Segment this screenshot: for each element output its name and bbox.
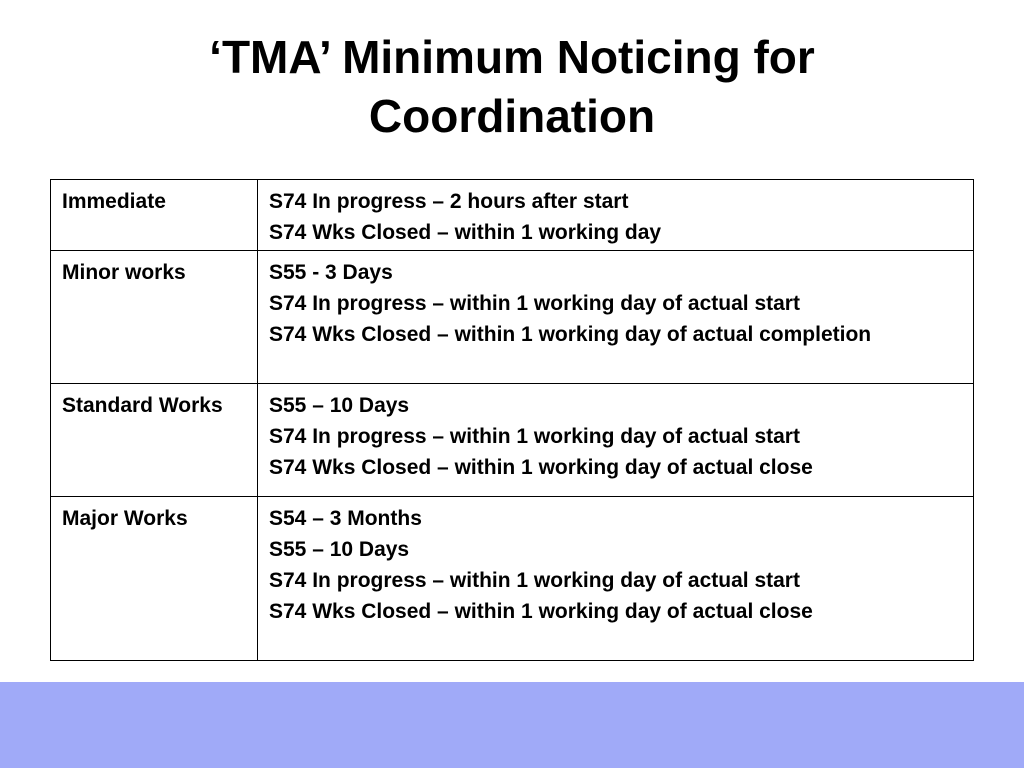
detail-line: S55 – 10 Days	[269, 394, 410, 417]
category-cell	[51, 251, 258, 384]
category-label: Major Works	[62, 507, 188, 530]
category-label: Standard Works	[62, 394, 223, 417]
detail-line: S74 Wks Closed – within 1 working day of actual close	[269, 456, 813, 479]
detail-line: S74 Wks Closed – within 1 working day of actual close	[269, 600, 813, 623]
bottom-band	[0, 682, 1024, 768]
detail-line: S74 In progress – within 1 working day of actual start	[269, 425, 800, 448]
category-label: Minor works	[62, 261, 186, 284]
detail-line: S74 In progress – 2 hours after start	[269, 190, 629, 213]
detail-line: S74 Wks Closed – within 1 working day of actual completion	[269, 323, 872, 346]
details-cell	[258, 180, 974, 251]
table-row	[51, 497, 974, 661]
notice-table	[50, 179, 974, 661]
detail-line: S54 – 3 Months	[269, 507, 422, 530]
category-label: Immediate	[62, 190, 166, 213]
slide-title-line-2: Coordination	[368, 90, 656, 142]
detail-line: S55 – 10 Days	[269, 538, 410, 561]
detail-line: S74 Wks Closed – within 1 working day	[269, 221, 662, 244]
table-row	[51, 180, 974, 251]
slide-title-line-1: ‘TMA’ Minimum Noticing for	[209, 31, 815, 83]
detail-line: S55 - 3 Days	[269, 261, 393, 284]
category-cell	[51, 180, 258, 251]
details-cell	[258, 497, 974, 661]
table-row	[51, 384, 974, 497]
details-cell	[258, 251, 974, 384]
details-cell	[258, 384, 974, 497]
category-cell	[51, 384, 258, 497]
detail-line: S74 In progress – within 1 working day of actual start	[269, 292, 800, 315]
detail-line: S74 In progress – within 1 working day of actual start	[269, 569, 800, 592]
slide-title	[0, 28, 1024, 146]
category-cell	[51, 497, 258, 661]
table-row	[51, 251, 974, 384]
